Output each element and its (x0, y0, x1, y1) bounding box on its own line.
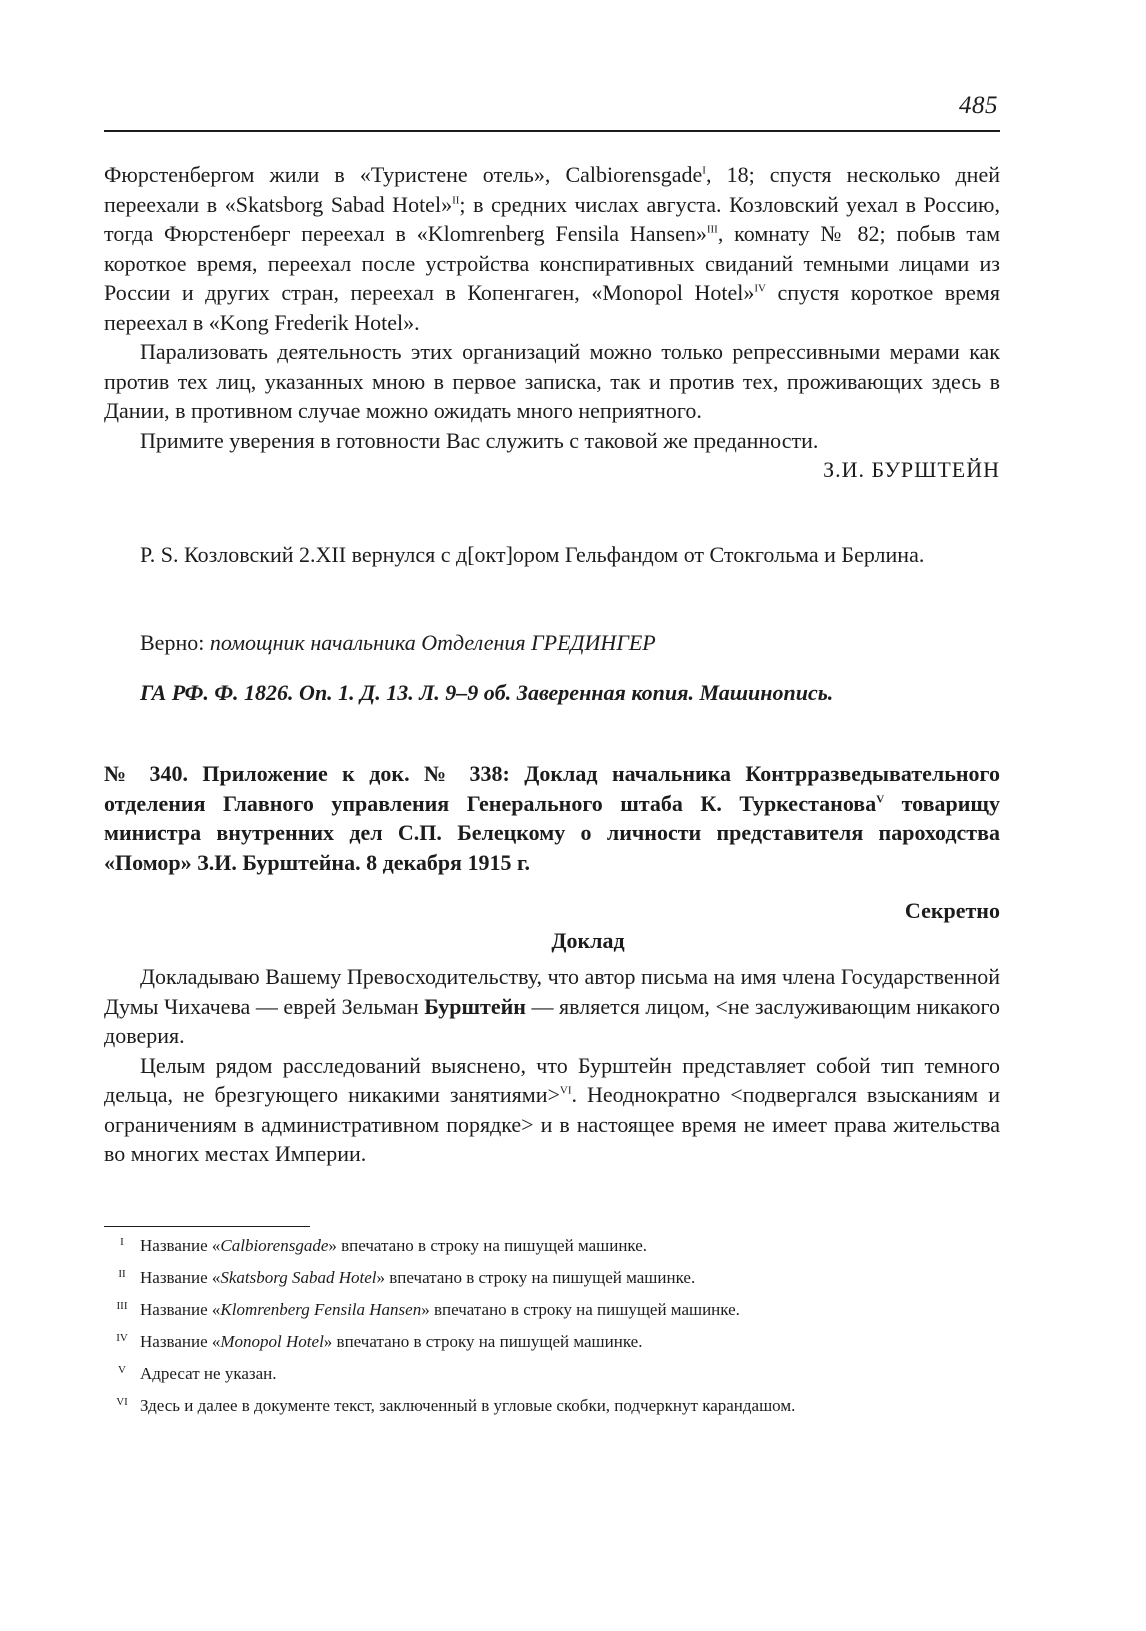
document-340 (104, 759, 1000, 877)
archive-reference-block (104, 680, 1000, 706)
certification (104, 628, 1000, 658)
footnote-5: V Адресат не указан. (118, 1364, 277, 1383)
page-number: 485 (959, 92, 998, 119)
postscript-block (104, 540, 1000, 570)
signature: З.И. БУРШТЕЙН (823, 457, 1000, 482)
report-heading-block (104, 928, 1000, 954)
paragraph-repression: Парализовать деятельность этих организаций можно только репрессивными мерами как против тех лиц, указанных мною в первое записка, так и против тех, проживающих здесь в Дании, в противном случае можно ожидать много неприятного. (104, 339, 1000, 423)
report-body (104, 962, 1000, 1169)
paragraph-closing: Примите уверения в готовности Вас служить с таковой же преданности. (140, 427, 819, 453)
report-heading: Доклад (551, 928, 625, 953)
secret-stamp-block (104, 898, 1000, 924)
footnote-3: III Название «Klomrenberg Fensila Hansen» впечатано в строку на пишущей машинке. (116, 1300, 740, 1319)
footnote-1: I Название «Calbiorensgade» впечатано в строку на пишущей машинке. (120, 1236, 648, 1255)
footnote-ref: III (706, 223, 718, 236)
surname-bold: Бурштейн (424, 993, 526, 1019)
report-paragraph-1: Докладываю Вашему Превосходительству, что автор письма на имя члена Государственной Думы Чихачева — еврей Зельман Бурштейн — является лицом, <не заслуживающим никакого доверия. (104, 964, 1000, 1048)
report-paragraph-2: Целым рядом расследований выяснено, что Бурштейн представляет собой тип темного дельца, не брезгующего никакими занятиями>$^{VI}$. Неоднократно <подвергался взысканиям и ограничениям в административном порядке> и в настоящее время не имеет права жительства во многих местах Империи. (104, 1052, 1000, 1166)
footnote-ref: V (876, 793, 885, 806)
header-rule (104, 130, 1000, 132)
footnote-ref: II (452, 194, 460, 207)
paragraph-hotels: Фюрстенбергом жили в «Туристене отель», Calbiorensgade$^I$, 18; спустя несколько дней переехали в «Skatsborg Sabad Hotel»$^{II}$; в средних числах августа. Козловский уехал в Россию, тогда Фюрстенберг переехал в «Klomrenberg Fensila Hansen»$^{III}$, комнату № 82; побыв там короткое время, переехал после устройства конспиративных свиданий темными лицами из России и других стран, переехал в Копенгаген, «Monopol Hotel»$^{IV}$ спустя короткое время переехал в «Kong Frederik Hotel». (104, 162, 1000, 335)
footnote-2: II Название «Skatsborg Sabad Hotel» впечатано в строку на пишущей машинке. (118, 1268, 696, 1287)
footnote-6: VI Здесь и далее в документе текст, заключенный в угловые скобки, подчеркнут карандашом. (116, 1396, 796, 1415)
certifier: помощник начальника Отделения ГРЕДИНГЕР (209, 630, 656, 655)
certification-prefix: Верно: (140, 630, 210, 655)
secrecy-label: Секретно (904, 898, 1000, 923)
footnote-ref: IV (754, 282, 766, 295)
footnote-rule (104, 1226, 310, 1227)
postscript: P. S. Козловский 2.XII вернулся с д[окт]ором Гельфандом от Стокгольма и Берлина. (140, 542, 925, 567)
letter-continuation (104, 160, 1000, 483)
archive-reference: ГА РФ. Ф. 1826. Оп. 1. Д. 13. Л. 9–9 об. Заверенная копия. Машинопись. (140, 680, 834, 705)
footnote-ref: I (702, 164, 706, 177)
footnote-ref: VI (559, 1084, 572, 1097)
footnote-4: IV Название «Monopol Hotel» впечатано в строку на пишущей машинке. (116, 1332, 643, 1351)
document-title: № 340. Приложение к док. № 338: Доклад начальника Контрразведывательного отделения Главного управления Генерального штаба К. Туркестанова$^V$ товарищу министра внутренних дел С.П. Белецкому о личности представителя пароходства «Помор» З.И. Бурштейна. 8 декабря 1915 г. (104, 761, 1000, 875)
